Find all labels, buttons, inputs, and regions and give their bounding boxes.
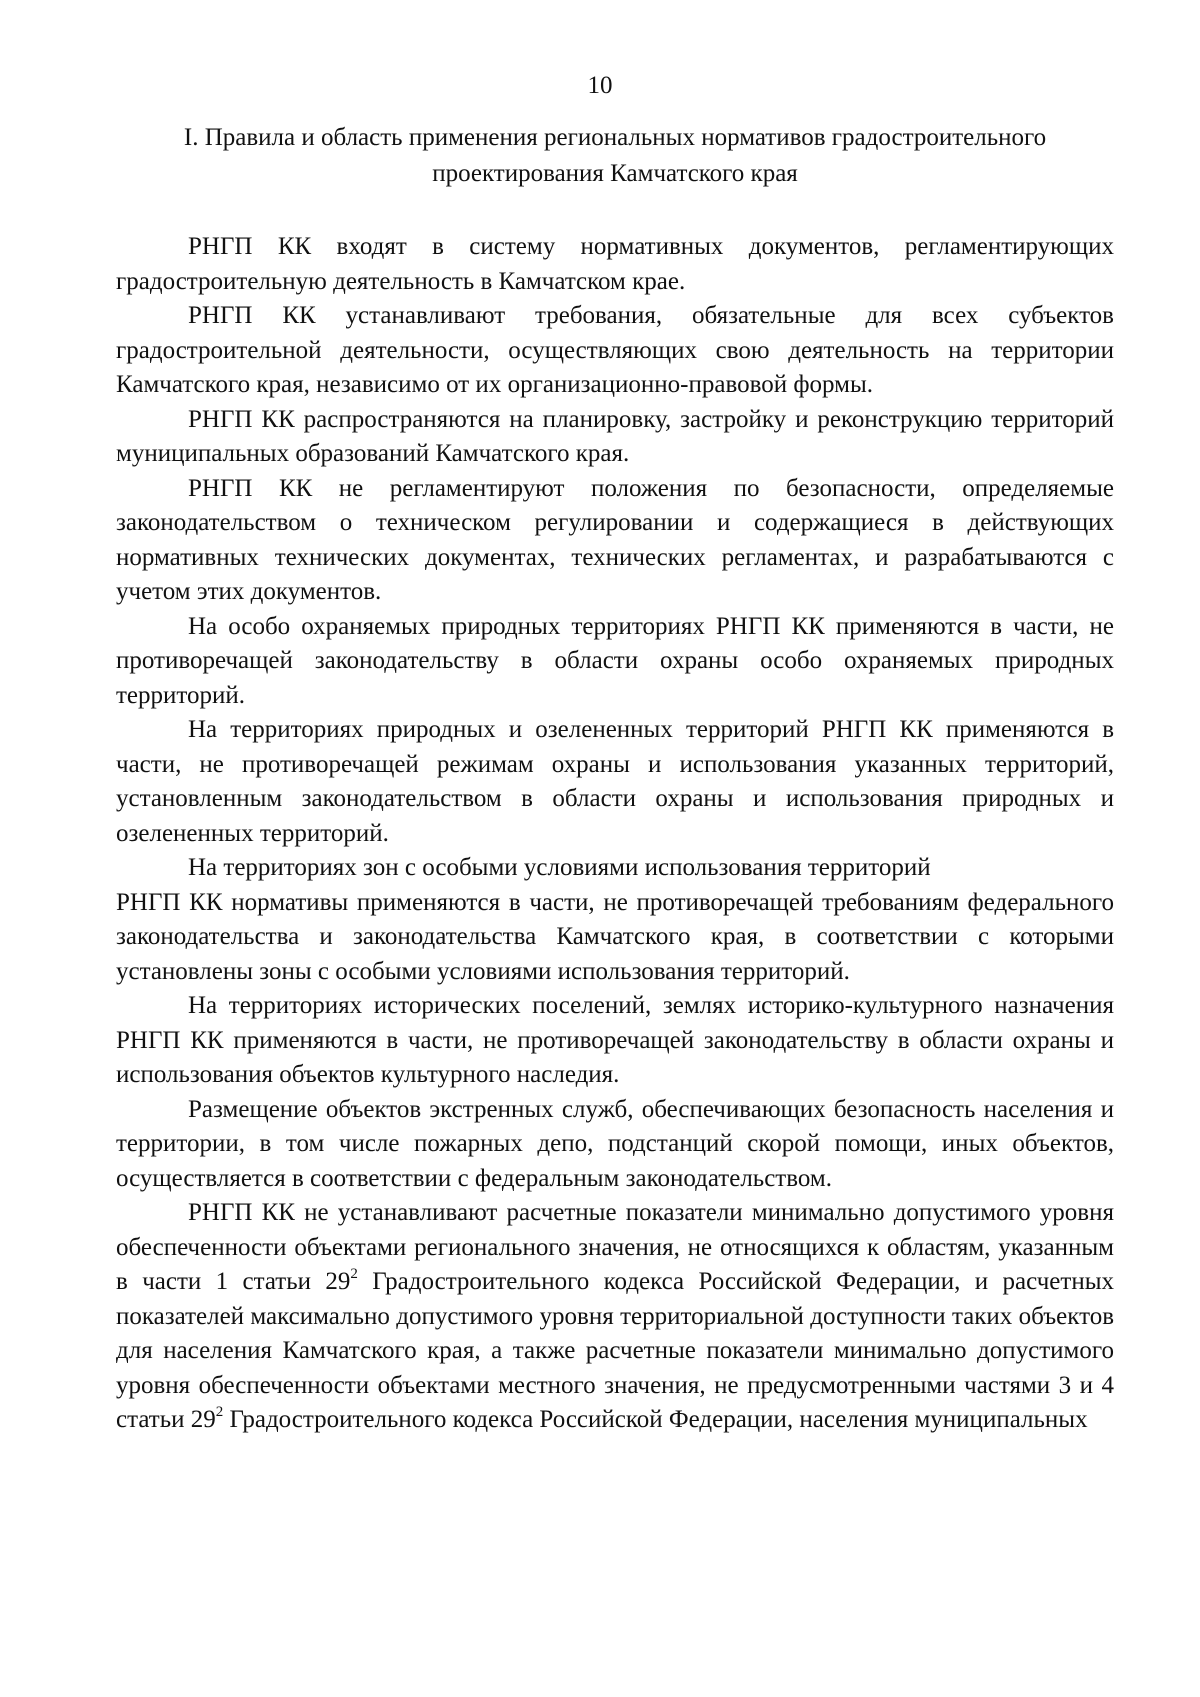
paragraph-indicators: [116, 1196, 1114, 1438]
special-zones-first-line: На территориях зон с особыми условиями использования территорий: [188, 854, 931, 881]
indicators-text-3: Градостроительного кодекса Российской Федерации, населения муниципальных: [223, 1406, 1088, 1433]
document-body: [116, 230, 1114, 1438]
section-title-line-1: I. Правила и область применения региональных нормативов градостроительного: [183, 124, 1047, 151]
superscript-1: 2: [350, 1266, 358, 1282]
section-title: [116, 120, 1114, 192]
paragraph-green-areas: На территориях природных и озелененных территорий РНГП КК применяются в части, не противоречащей режимам охраны и использования указанных территорий, установленным законодательством в области охраны и использования природных и озелененных территорий.: [116, 716, 1114, 847]
paragraph-special-zones: [116, 851, 1114, 989]
page-number: 10: [587, 72, 613, 99]
paragraph-system: РНГП КК входят в систему нормативных документов, регламентирующих градостроительную деятельность в Камчатском крае.: [116, 233, 1114, 295]
paragraph-protected-areas: На особо охраняемых природных территориях РНГП КК применяются в части, не противоречащей законодательству в области охраны особо охраняемых природных территорий.: [116, 612, 1114, 709]
indicators-text-2: Градостроительного кодекса Российской Федерации, и расчетных показателей максимально допустимого уровня территориальной доступности таких объектов для населения Камчатского края, а также расчетные показатели минимально допустимого уровня обеспеченности объектами местного значения, не предусмотренными частями 3 и 4 статьи 29: [116, 1268, 1115, 1433]
section-title-line-2: проектирования Камчатского края: [432, 160, 798, 187]
superscript-2: 2: [215, 1404, 224, 1420]
paragraph-historical: На территориях исторических поселений, землях историко-культурного назначения РНГП КК применяются в части, не противоречащей законодательству в области охраны и использования объектов культурного наследия.: [116, 992, 1114, 1088]
paragraph-emergency-services: Размещение объектов экстренных служб, обеспечивающих безопасность населения и территории, в том числе пожарных депо, подстанций скорой помощи, иных объектов, осуществляется в соответствии с федеральным законодательством.: [116, 1095, 1114, 1192]
paragraph-safety: РНГП КК не регламентируют положения по безопасности, определяемые законодательством о техническом регулировании и содержащиеся в действующих нормативных технических документах, технических регламентах, и разрабатываются с учетом этих документов.: [116, 474, 1114, 605]
special-zones-rest: РНГП КК нормативы применяются в части, не противоречащей требованиям федерального законодательства и законодательства Камчатского края, в соответствии с которыми установлены зоны с особыми условиями использования территорий.: [116, 888, 1114, 985]
indicators-text-1: РНГП КК не устанавливают расчетные показатели минимально допустимого уровня обеспеченности объектами регионального значения, не относящихся к областям, указанным в части 1 статьи 29: [116, 1199, 1114, 1295]
paragraph-requirements: РНГП КК устанавливают требования, обязательные для всех субъектов градостроительной деятельности, осуществляющих свою деятельность на территории Камчатского края, независимо от их организационно-правовой формы.: [116, 302, 1114, 398]
paragraph-scope: РНГП КК распространяются на планировку, застройку и реконструкцию территорий муниципальных образований Камчатского края.: [116, 405, 1114, 467]
